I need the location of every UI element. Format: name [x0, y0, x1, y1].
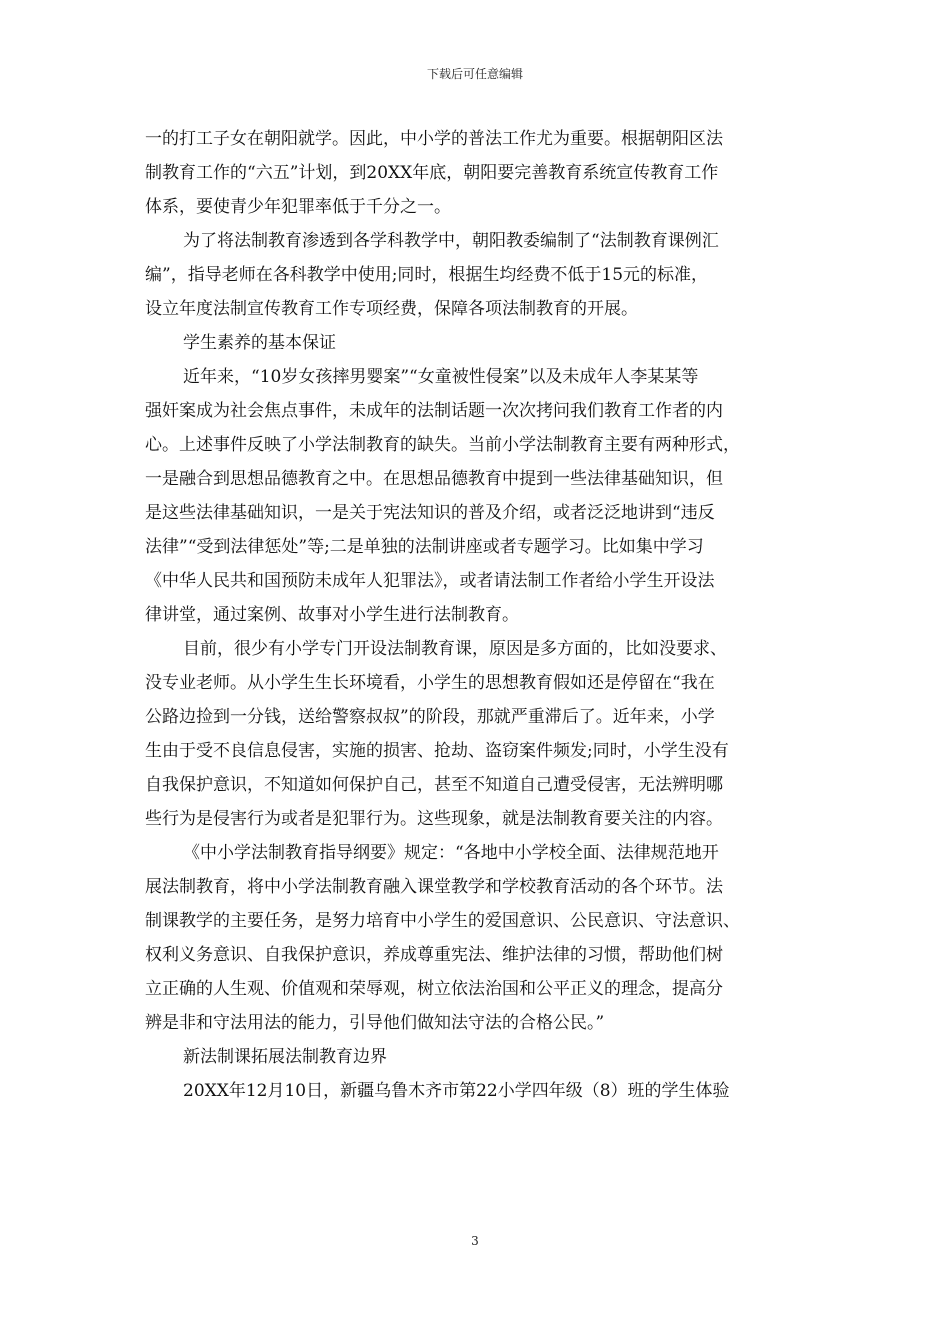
- text-line: 目前，很少有小学专门开设法制教育课，原因是多方面的，比如没要求、: [183, 639, 727, 659]
- text-line: 自我保护意识，不知道如何保护自己，甚至不知道自己遭受侵害，无法辨明哪: [145, 775, 723, 795]
- text-line: 学生素养的基本保证: [183, 333, 336, 353]
- page-number: 3: [471, 1234, 479, 1248]
- text-line: 强奸案成为社会焦点事件，未成年的法制话题一次次拷问我们教育工作者的内: [145, 401, 723, 421]
- text-line: 辨是非和守法用法的能力，引导他们做知法守法的合格公民。”: [145, 1013, 605, 1033]
- text-line: 权利义务意识、自我保护意识，养成尊重宪法、维护法律的习惯，帮助他们树: [145, 945, 723, 965]
- text-line: 些行为是侵害行为或者是犯罪行为。这些现象，就是法制教育要关注的内容。: [145, 809, 723, 829]
- text-line: 没专业老师。从小学生生长环境看，小学生的思想教育假如还是停留在“我在: [145, 673, 715, 693]
- text-line: 公路边捡到一分钱，送给警察叔叔”的阶段，那就严重滞后了。近年来，小学: [145, 707, 715, 727]
- text-line: 设立年度法制宣传教育工作专项经费，保障各项法制教育的开展。: [145, 299, 638, 319]
- text-line: 《中小学法制教育指导纲要》规定：“各地中小学校全面、法律规范地开: [183, 843, 719, 863]
- text-line: 是这些法律基础知识，一是关于宪法知识的普及介绍，或者泛泛地讲到“违反: [145, 503, 715, 523]
- text-line: 一的打工子女在朝阳就学。因此，中小学的普法工作尤为重要。根据朝阳区法: [145, 129, 723, 149]
- text-line: 20XX年12月10日，新疆乌鲁木齐市第22小学四年级（8）班的学生体验: [183, 1081, 730, 1101]
- text-line: 《中华人民共和国预防未成年人犯罪法》，或者请法制工作者给小学生开设法: [145, 571, 715, 591]
- text-line: 近年来，“10岁女孩摔男婴案”“女童被性侵案”以及未成年人李某某等: [183, 367, 699, 387]
- text-line: 法律”“受到法律惩处”等;二是单独的法制讲座或者专题学习。比如集中学习: [145, 537, 704, 557]
- page-header: 下载后可任意编辑: [426, 67, 523, 81]
- text-line: 制课教学的主要任务，是努力培育中小学生的爱国意识、公民意识、守法意识、: [145, 911, 740, 931]
- text-line: 律讲堂，通过案例、故事对小学生进行法制教育。: [145, 605, 519, 625]
- document-body: [145, 122, 810, 1108]
- text-line: 一是融合到思想品德教育之中。在思想品德教育中提到一些法律基础知识，但: [145, 469, 723, 489]
- text-line: 编”，指导老师在各科教学中使用;同时，根据生均经费不低于15元的标准，: [145, 265, 709, 285]
- text-line: 新法制课拓展法制教育边界: [183, 1047, 387, 1067]
- text-line: 为了将法制教育渗透到各学科教学中，朝阳教委编制了“法制教育课例汇: [183, 231, 719, 251]
- text-line: 体系，要使青少年犯罪率低于千分之一。: [145, 197, 451, 217]
- text-line: 立正确的人生观、价值观和荣辱观，树立依法治国和公平正义的理念，提高分: [145, 979, 723, 999]
- text-line: 心。上述事件反映了小学法制教育的缺失。当前小学法制教育主要有两种形式，: [145, 435, 740, 455]
- text-line: 展法制教育，将中小学法制教育融入课堂教学和学校教育活动的各个环节。法: [145, 877, 723, 897]
- text-line: 制教育工作的“六五”计划，到20XX年底，朝阳要完善教育系统宣传教育工作: [145, 163, 719, 183]
- text-line: 生由于受不良信息侵害，实施的损害、抢劫、盗窃案件频发;同时，小学生没有: [145, 741, 729, 761]
